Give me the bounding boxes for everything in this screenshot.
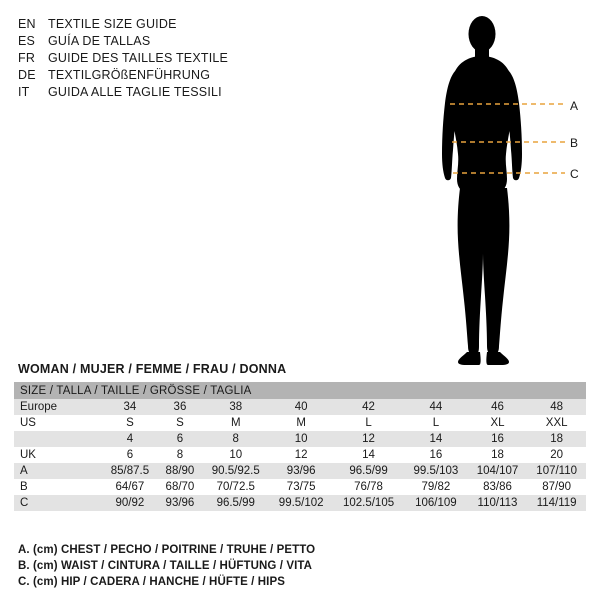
table-row bbox=[14, 479, 586, 495]
cell: 90/92 bbox=[102, 495, 158, 511]
cell: S bbox=[158, 415, 202, 431]
language-row bbox=[18, 67, 348, 84]
cell: 38 bbox=[202, 399, 269, 415]
language-title: TEXTILGRÖßENFÜHRUNG bbox=[48, 68, 211, 82]
cell: 85/87.5 bbox=[102, 463, 158, 479]
language-row bbox=[18, 16, 348, 33]
table-row bbox=[14, 399, 586, 415]
row-label: B bbox=[14, 479, 102, 495]
language-header-block bbox=[18, 16, 348, 101]
cell: S bbox=[102, 415, 158, 431]
row-label: Europe bbox=[14, 399, 102, 415]
language-code: EN bbox=[18, 17, 36, 31]
language-title: GUÍA DE TALLAS bbox=[48, 34, 151, 48]
cell: 106/109 bbox=[404, 495, 468, 511]
cell: 14 bbox=[333, 447, 404, 463]
figure-label-b: B bbox=[570, 136, 579, 150]
female-silhouette-icon bbox=[400, 8, 590, 368]
cell: 99.5/102 bbox=[269, 495, 333, 511]
cell: 6 bbox=[158, 431, 202, 447]
cell: 8 bbox=[158, 447, 202, 463]
footnote-c: C. (cm) HIP / CADERA / HANCHE / HÜFTE / HIPS bbox=[18, 576, 286, 588]
row-label bbox=[14, 431, 102, 447]
cell: 46 bbox=[468, 399, 528, 415]
row-label: C bbox=[14, 495, 102, 511]
cell: 16 bbox=[468, 431, 528, 447]
cell: 40 bbox=[269, 399, 333, 415]
cell: 87/90 bbox=[527, 479, 586, 495]
table-row bbox=[14, 431, 586, 447]
language-row bbox=[18, 84, 348, 101]
figure-label-c: C bbox=[570, 167, 579, 181]
language-code: DE bbox=[18, 68, 36, 82]
language-code: FR bbox=[18, 51, 36, 65]
cell: XXL bbox=[527, 415, 586, 431]
cell: 6 bbox=[102, 447, 158, 463]
cell: 14 bbox=[404, 431, 468, 447]
cell: 20 bbox=[527, 447, 586, 463]
row-label: A bbox=[14, 463, 102, 479]
cell: 64/67 bbox=[102, 479, 158, 495]
cell: 48 bbox=[527, 399, 586, 415]
language-row bbox=[18, 50, 348, 67]
cell: 8 bbox=[202, 431, 269, 447]
cell: 36 bbox=[158, 399, 202, 415]
section-heading-woman: WOMAN / MUJER / FEMME / FRAU / DONNA bbox=[18, 362, 287, 376]
body-measurement-figure bbox=[400, 8, 590, 368]
cell: 110/113 bbox=[468, 495, 528, 511]
cell: 79/82 bbox=[404, 479, 468, 495]
figure-label-a: A bbox=[570, 99, 579, 113]
cell: 114/119 bbox=[527, 495, 586, 511]
cell: 12 bbox=[333, 431, 404, 447]
size-table bbox=[14, 382, 586, 511]
cell: 68/70 bbox=[158, 479, 202, 495]
table-row bbox=[14, 447, 586, 463]
cell: 107/110 bbox=[527, 463, 586, 479]
row-label: UK bbox=[14, 447, 102, 463]
cell: 18 bbox=[527, 431, 586, 447]
table-header-label: SIZE / TALLA / TAILLE / GRÖSSE / TAGLIA bbox=[14, 382, 586, 399]
cell: 104/107 bbox=[468, 463, 528, 479]
cell: M bbox=[202, 415, 269, 431]
language-title: GUIDA ALLE TAGLIE TESSILI bbox=[48, 85, 222, 99]
cell: L bbox=[404, 415, 468, 431]
cell: 96.5/99 bbox=[333, 463, 404, 479]
cell: 83/86 bbox=[468, 479, 528, 495]
cell: 88/90 bbox=[158, 463, 202, 479]
cell: 44 bbox=[404, 399, 468, 415]
cell: 102.5/105 bbox=[333, 495, 404, 511]
cell: 16 bbox=[404, 447, 468, 463]
row-label: US bbox=[14, 415, 102, 431]
cell: 70/72.5 bbox=[202, 479, 269, 495]
cell: 93/96 bbox=[269, 463, 333, 479]
language-title: GUIDE DES TAILLES TEXTILE bbox=[48, 51, 229, 65]
cell: 73/75 bbox=[269, 479, 333, 495]
footnote-b: B. (cm) WAIST / CINTURA / TAILLE / HÜFTUNG / VITA bbox=[18, 560, 313, 572]
cell: XL bbox=[468, 415, 528, 431]
cell: 10 bbox=[202, 447, 269, 463]
cell: 18 bbox=[468, 447, 528, 463]
language-code: IT bbox=[18, 85, 30, 99]
cell: M bbox=[269, 415, 333, 431]
cell: 4 bbox=[102, 431, 158, 447]
language-title: TEXTILE SIZE GUIDE bbox=[48, 17, 177, 31]
footnote-a: A. (cm) CHEST / PECHO / POITRINE / TRUHE / PETTO bbox=[18, 544, 316, 556]
cell: 76/78 bbox=[333, 479, 404, 495]
language-code: ES bbox=[18, 34, 36, 48]
cell: 34 bbox=[102, 399, 158, 415]
cell: 10 bbox=[269, 431, 333, 447]
cell: 42 bbox=[333, 399, 404, 415]
table-row bbox=[14, 415, 586, 431]
cell: 12 bbox=[269, 447, 333, 463]
cell: 90.5/92.5 bbox=[202, 463, 269, 479]
table-row bbox=[14, 495, 586, 511]
cell: 93/96 bbox=[158, 495, 202, 511]
table-row bbox=[14, 463, 586, 479]
table-header-row bbox=[14, 382, 586, 399]
cell: 99.5/103 bbox=[404, 463, 468, 479]
cell: L bbox=[333, 415, 404, 431]
cell: 96.5/99 bbox=[202, 495, 269, 511]
language-row bbox=[18, 33, 348, 50]
footnotes-block bbox=[18, 542, 498, 590]
